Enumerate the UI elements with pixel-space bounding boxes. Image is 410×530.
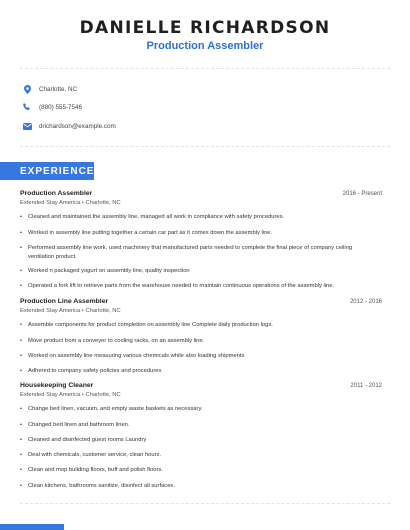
list-item: • Worked n packaged yogurt on assembly line, quality inspection bbox=[20, 268, 190, 274]
job-company: Extended Stay America • Charlotte, NC bbox=[20, 308, 121, 314]
company-name: Extended Stay America bbox=[20, 308, 81, 314]
job-title-heading: Production Assembler bbox=[146, 40, 264, 52]
list-item: • Worked in assembly line putting together a certain car part as it comes down the assembly line. bbox=[20, 230, 273, 236]
contact-location-text: Charlotte, NC bbox=[39, 85, 78, 93]
job-dates: 2011 - 2012 bbox=[350, 383, 382, 389]
list-item: • Move product from a conveyer to cooling racks, on an assembly line. bbox=[20, 338, 205, 344]
divider bbox=[20, 146, 390, 147]
company-location: Charlotte, NC bbox=[85, 308, 121, 314]
list-item: • Cleaned and maintained the assembly line, managed all work in compliance with safety procedures. bbox=[20, 214, 285, 220]
job-title: Production Assembler bbox=[20, 190, 93, 197]
email-icon bbox=[22, 121, 32, 131]
list-item: • Deal with chemicals, customer service, clean hours. bbox=[20, 452, 162, 458]
list-item: • Clean and mop building floors, buff and polish floors. bbox=[20, 467, 163, 473]
divider bbox=[20, 68, 390, 69]
list-item: • Clean kitchens, bathrooms sanitize, disinfect all surfaces. bbox=[20, 483, 175, 489]
list-item: • Worked on assembly line measuring various chemicals while also loading shipments bbox=[20, 353, 245, 359]
list-item: • Adhered to company safety policies and procedures bbox=[20, 368, 162, 374]
job-title: Housekeeping Cleaner bbox=[20, 382, 94, 389]
company-location: Charlotte, NC bbox=[85, 200, 121, 206]
job-dates: 2016 - Present bbox=[342, 191, 382, 197]
job-title: Production Line Assembler bbox=[20, 298, 109, 305]
contact-email-text: drichardson@example.com bbox=[39, 122, 116, 130]
job-company: Extended Stay America • Charlotte, NC bbox=[20, 392, 121, 398]
list-item: • Operated a fork lift to retrieve parts from the warehouse needed to maintain continuous operations of the assembly line. bbox=[20, 283, 335, 289]
section-heading-experience: EXPERIENCE bbox=[0, 162, 94, 180]
list-item: • Cleaned and disinfected guest rooms Laundry bbox=[20, 437, 147, 443]
next-section-tab bbox=[0, 524, 64, 530]
company-name: Extended Stay America bbox=[20, 392, 81, 398]
location-pin-icon bbox=[22, 84, 32, 94]
contact-location bbox=[22, 82, 77, 96]
contact-email bbox=[22, 119, 116, 133]
list-item: • Assemble components for product completion on assembly line Complete daily production logs. bbox=[20, 322, 273, 328]
divider bbox=[20, 503, 390, 504]
contact-phone bbox=[22, 100, 82, 114]
list-item: • Changed bed linen and bathroom linen. bbox=[20, 422, 130, 428]
job-dates: 2012 - 2016 bbox=[349, 299, 382, 305]
candidate-name: DANIELLE RICHARDSON bbox=[79, 18, 331, 38]
job-company: Extended Stay America • Charlotte, NC bbox=[20, 200, 121, 206]
list-item: • Performed assembly line work, used machinery that manufactured parts needed to complete the final piece of company ceiling ventilation product. bbox=[20, 245, 353, 260]
contact-phone-text: (880) 555-7546 bbox=[39, 103, 83, 111]
company-name: Extended Stay America bbox=[20, 200, 81, 206]
company-location: Charlotte, NC bbox=[85, 392, 121, 398]
list-item: • Change bed linen, vacuum, and empty waste baskets as necessary. bbox=[20, 406, 203, 412]
phone-icon bbox=[22, 102, 32, 112]
